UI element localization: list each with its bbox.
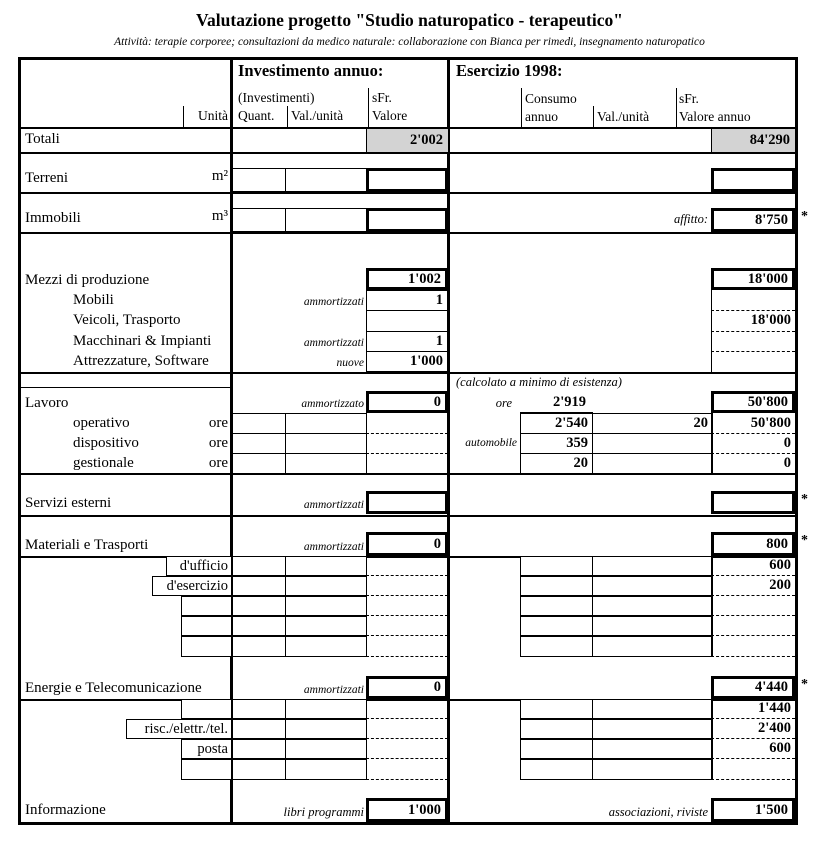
mobili-valore-cell: 1 [366,290,448,311]
operativo-valore-cell [366,413,448,434]
row-line-immobili [18,232,798,234]
col-consumo-1: Consumo [525,91,577,106]
row-label-dufficio: d'ufficio [166,556,232,576]
lavoro-valore-cell: 0 [366,391,448,413]
esercizio-section-title: Esercizio 1998: [456,61,563,80]
gestionale-valore-cell [366,453,448,474]
gestionale-consumo-cell: 20 [520,453,593,474]
desercizio-consumo-cell [520,576,593,596]
dispositivo-exvalunita-cell [592,433,713,454]
page-subtitle: Attività: terapie corporee; consultazioni da medico naturale: collaborazione con Bianca per rimedi, insegnamento naturopatico [114,36,705,48]
row-label-materiali: Materiali e Trasporti [25,537,149,553]
immobili-unit: m³ [211,208,228,224]
row-label-energie: Energie e Telecomunicazione [25,680,202,696]
operativo-consumo-cell: 2'540 [520,413,593,434]
mobili-note: ammortizzati [303,296,364,308]
immobili-valore-cell [366,208,448,232]
servizi-star: * [801,492,808,507]
materiali-extra3-valunita-cell [285,636,367,657]
materiali-extra-label-3 [181,636,232,657]
operativo-exvalunita-cell: 20 [592,413,713,434]
pipe-unita [183,106,184,127]
veicoli-valore-annuo-cell: 18'000 [711,310,795,332]
lavoro-note: ammortizzato [301,398,364,410]
page-title: Valutazione progetto "Studio naturopatico - terapeutico" [196,10,623,30]
dufficio-valunita-cell [285,556,367,576]
posta-valore-cell [366,739,448,759]
risc-valore-annuo-cell: 2'400 [711,719,795,739]
dispositivo-valunita-cell [285,433,367,454]
gestionale-valore-annuo-cell: 0 [711,453,795,474]
investimento-section-title: Investimento annuo: [238,61,384,80]
desercizio-exvalunita-cell [592,576,713,596]
materiali-extra2-quant-cell [232,616,286,636]
energie-sub1-quant-cell [232,699,286,719]
immobili-valunita-cell [285,208,367,232]
risc-valunita-cell [285,719,367,739]
col-val-unita-2: Val./unità [597,109,650,124]
row-label-gestionale: gestionale [73,455,134,471]
operativo-quant-cell [232,413,286,434]
row-label-macchinari: Macchinari & Impianti [73,333,212,349]
lavoro-ore-note: ore [495,396,512,410]
row-label-lavoro: Lavoro [25,395,69,411]
row-line-servizi [18,515,798,517]
energie-extra-label-2 [181,759,232,780]
informazione-ex-note: associazioni, riviste [608,805,708,819]
materiali-extra2-exvalunita-cell [592,616,713,636]
totali-investimento-valore: 2'002 [366,129,448,152]
dufficio-valore-annuo-cell: 600 [711,556,795,576]
informazione-valore-annuo-cell: 1'500 [711,798,795,822]
immobili-affitto-note: affitto: [673,212,708,226]
gestionale-valunita-cell [285,453,367,474]
row-label-operativo: operativo [73,415,130,431]
materiali-star: * [801,533,808,548]
terreni-quant-cell [232,168,286,192]
energie-extra-label-1 [181,699,232,719]
attrezzature-note: nuove [336,357,364,369]
energie-note: ammortizzati [303,684,364,696]
row-line-lavoro-top [18,387,231,388]
materiali-extra2-valore-annuo-cell [711,616,795,636]
energie-sub4-exvalunita-cell [592,759,713,780]
row-label-mobili: Mobili [73,292,114,308]
materiali-extra1-valore-annuo-cell [711,596,795,616]
materiali-valore-annuo-cell: 800 [711,532,795,556]
materiali-extra-label-2 [181,616,232,636]
col-quant: Quant. [238,108,275,123]
dispositivo-unit: ore [208,435,228,451]
energie-sub4-valore-annuo-cell [711,759,795,780]
pipe-sfr-2 [676,88,677,127]
servizi-valore-cell [366,491,448,514]
dispositivo-quant-cell [232,433,286,454]
col-sfr-2: sFr. [679,91,699,106]
dufficio-quant-cell [232,556,286,576]
row-label-veicoli: Veicoli, Trasporto [73,312,181,328]
mobili-valore-annuo-cell [711,290,795,311]
materiali-extra3-valore-cell [366,636,448,657]
attrezzature-valore-annuo-cell [711,351,795,372]
energie-sub4-consumo-cell [520,759,593,780]
risc-consumo-cell [520,719,593,739]
row-label-mezzi: Mezzi di produzione [25,272,150,288]
lavoro-valore-annuo-cell: 50'800 [711,391,795,413]
row-label-totali: Totali [25,131,60,147]
energie-sub1-valunita-cell [285,699,367,719]
row-label-immobili: Immobili [25,210,81,226]
immobili-valore-annuo-cell: 8'750 [711,208,795,232]
energie-sub1-exvalunita-cell [592,699,713,719]
immobili-quant-cell [232,208,286,232]
macchinari-valore-annuo-cell [711,331,795,352]
col-valore: Valore [372,108,408,123]
energie-sub1-consumo-cell [520,699,593,719]
pipe-sfr [368,88,369,127]
gestionale-exvalunita-cell [592,453,713,474]
dispositivo-valore-cell [366,433,448,454]
materiali-extra2-valore-cell [366,616,448,636]
posta-quant-cell [232,739,286,759]
dispositivo-note: automobile [465,437,517,449]
energie-sub1-valore-annuo-cell: 1'440 [711,699,795,719]
informazione-valore-cell: 1'000 [366,798,448,822]
terreni-valunita-cell [285,168,367,192]
investimenti-subheader: (Investimenti) [238,90,315,105]
macchinari-note: ammortizzati [303,337,364,349]
row-label-terreni: Terreni [25,170,69,186]
servizi-valore-annuo-cell [711,491,795,514]
gestionale-unit: ore [208,455,228,471]
col-sfr: sFr. [372,90,392,105]
row-label-risc: risc./elettr./tel. [126,719,232,739]
materiali-extra1-quant-cell [232,596,286,616]
macchinari-valore-cell: 1 [366,331,448,352]
row-label-desercizio: d'esercizio [152,576,232,596]
materiali-extra1-valore-cell [366,596,448,616]
materiali-extra3-valore-annuo-cell [711,636,795,657]
row-label-posta: posta [181,739,232,759]
calcolato-note: (calcolato a minimo di esistenza) [456,375,622,389]
row-label-servizi: Servizi esterni [25,495,112,511]
energie-sub4-valunita-cell [285,759,367,780]
materiali-valore-cell: 0 [366,532,448,556]
operativo-valore-annuo-cell: 50'800 [711,413,795,434]
posta-valore-annuo-cell: 600 [711,739,795,759]
risc-quant-cell [232,719,286,739]
desercizio-valore-cell [366,576,448,596]
desercizio-valunita-cell [285,576,367,596]
energie-valore-cell: 0 [366,676,448,699]
dispositivo-valore-annuo-cell: 0 [711,433,795,454]
terreni-valore-cell [366,168,448,192]
energie-sub4-valore-cell [366,759,448,780]
energie-valore-annuo-cell: 4'440 [711,676,795,699]
materiali-extra1-consumo-cell [520,596,593,616]
posta-consumo-cell [520,739,593,759]
operativo-valunita-cell [285,413,367,434]
energie-sub1-valore-cell [366,699,448,719]
posta-exvalunita-cell [592,739,713,759]
risc-valore-cell [366,719,448,739]
row-label-dispositivo: dispositivo [73,435,139,451]
col-valore-annuo: Valore annuo [679,109,751,124]
dufficio-valore-cell [366,556,448,576]
row-line-terreni [18,192,798,194]
materiali-extra-label-1 [181,596,232,616]
risc-exvalunita-cell [592,719,713,739]
mezzi-valore-cell: 1'002 [366,268,448,290]
dufficio-consumo-cell [520,556,593,576]
row-label-attrezzature: Attrezzature, Software [73,353,209,369]
col-val-unita: Val./unità [291,108,344,123]
informazione-note: libri programmi [283,805,364,819]
pipe-quant-val [287,106,288,127]
row-line-totali [18,152,798,154]
lavoro-consumo: 2'919 [552,394,586,410]
pipe-val-unita-2 [593,106,594,127]
materiali-extra3-quant-cell [232,636,286,657]
col-consumo-2: annuo [525,109,558,124]
row-line-mezzi [18,372,798,374]
materiali-note: ammortizzati [303,541,364,553]
terreni-valore-annuo-cell [711,168,795,192]
operativo-unit: ore [208,415,228,431]
immobili-star: * [801,209,808,224]
desercizio-quant-cell [232,576,286,596]
materiali-extra2-valunita-cell [285,616,367,636]
materiali-extra3-exvalunita-cell [592,636,713,657]
materiali-extra3-consumo-cell [520,636,593,657]
dufficio-exvalunita-cell [592,556,713,576]
totali-esercizio-valore: 84'290 [711,129,795,152]
posta-valunita-cell [285,739,367,759]
gestionale-quant-cell [232,453,286,474]
veicoli-valore-cell [366,310,448,332]
row-label-informazione: Informazione [25,802,106,818]
mezzi-valore-annuo-cell: 18'000 [711,268,795,290]
energie-star: * [801,677,808,692]
energie-sub4-quant-cell [232,759,286,780]
pipe-consumo [521,88,522,127]
materiali-extra2-consumo-cell [520,616,593,636]
col-unita: Unità [198,108,228,123]
materiali-extra1-valunita-cell [285,596,367,616]
dispositivo-consumo-cell: 359 [520,433,593,454]
servizi-note: ammortizzati [303,499,364,511]
terreni-unit: m² [211,168,228,184]
attrezzature-valore-cell: 1'000 [366,351,448,372]
desercizio-valore-annuo-cell: 200 [711,576,795,596]
materiali-extra1-exvalunita-cell [592,596,713,616]
